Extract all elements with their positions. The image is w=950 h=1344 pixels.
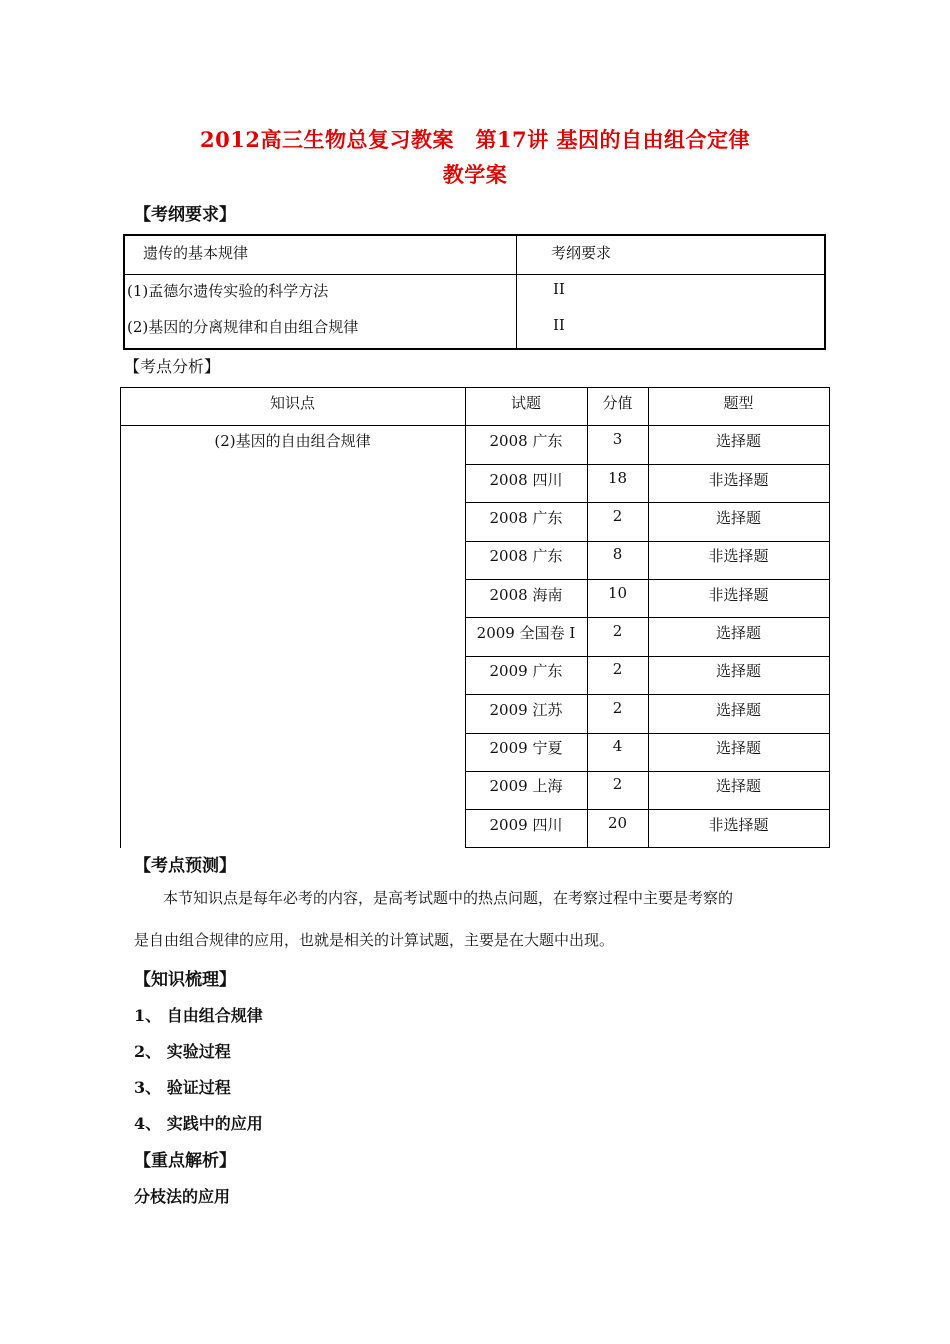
table-cell-score: 2 — [612, 699, 623, 717]
table-cell-exam: 2008 海南 — [489, 586, 563, 604]
forecast-paragraph-line2: 是自由组合规律的应用，也就是相关的计算试题，主要是在大题中出现。 — [134, 931, 615, 949]
analysis-header-exam: 试题 — [510, 394, 541, 412]
table-cell-exam: 2009 江苏 — [489, 701, 563, 719]
list-item: 2、 实验过程 — [134, 1042, 231, 1061]
table-cell-type: 选择题 — [715, 777, 761, 795]
table-cell-exam: 2009 宁夏 — [489, 739, 563, 757]
analysis-header-type: 题型 — [723, 394, 754, 412]
table-cell-score: 18 — [607, 469, 628, 487]
table-cell-exam: 2008 广东 — [489, 432, 563, 450]
table-cell-type: 选择题 — [715, 624, 761, 642]
forecast-paragraph-line1: 本节知识点是每年必考的内容，是高考试题中的热点问题，在考察过程中主要是考察的 — [163, 889, 734, 907]
table-cell-score: 8 — [612, 545, 623, 563]
table-cell-type: 非选择题 — [708, 547, 769, 565]
table-cell-exam: 2009 广东 — [489, 662, 563, 680]
table-cell-type: 选择题 — [715, 662, 761, 680]
section-heading-forecast: 【考点预测】 — [134, 856, 236, 876]
table-cell-score: 2 — [612, 507, 623, 525]
table-cell-score: 3 — [612, 430, 623, 448]
table-cell-type: 选择题 — [715, 432, 761, 450]
analysis-topic: (2)基因的自由组合规律 — [214, 432, 371, 450]
list-item: 3、 验证过程 — [134, 1078, 231, 1097]
table-cell-type: 选择题 — [715, 739, 761, 757]
section-heading-syllabus: 【考纲要求】 — [134, 205, 236, 225]
syllabus-row-item: (1)孟德尔遗传实验的科学方法 — [127, 282, 329, 300]
syllabus-row-level: II — [553, 280, 565, 298]
section-heading-knowledge: 【知识梳理】 — [134, 970, 236, 990]
table-cell-type: 非选择题 — [708, 471, 769, 489]
table-cell-type: 选择题 — [715, 509, 761, 527]
list-item: 1、 自由组合规律 — [134, 1006, 263, 1025]
table-cell-score: 10 — [607, 584, 628, 602]
analysis-header-score: 分值 — [602, 394, 633, 412]
section-heading-analysis: 【考点分析】 — [124, 357, 221, 376]
syllabus-row-level: II — [553, 316, 565, 334]
list-item: 4、 实践中的应用 — [134, 1114, 263, 1133]
page-title: 2012高三生物总复习教案 第17讲 基因的自由组合定律 — [200, 127, 750, 152]
table-cell-exam: 2009 四川 — [489, 816, 563, 834]
table-cell-type: 非选择题 — [708, 816, 769, 834]
key-point-subtitle: 分枝法的应用 — [134, 1187, 231, 1206]
table-cell-score: 20 — [607, 814, 628, 832]
table-cell-exam: 2009 上海 — [489, 777, 563, 795]
syllabus-header-level: 考纲要求 — [551, 244, 612, 262]
table-cell-exam: 2008 广东 — [489, 509, 563, 527]
syllabus-row-item: (2)基因的分离规律和自由组合规律 — [127, 318, 359, 336]
syllabus-header-item: 遗传的基本规律 — [143, 244, 249, 262]
table-cell-exam: 2009 全国卷 I — [476, 624, 576, 642]
table-cell-score: 2 — [612, 622, 623, 640]
table-cell-type: 非选择题 — [708, 586, 769, 604]
table-cell-score: 2 — [612, 660, 623, 678]
table-cell-type: 选择题 — [715, 701, 761, 719]
table-cell-exam: 2008 四川 — [489, 471, 563, 489]
table-cell-exam: 2008 广东 — [489, 547, 563, 565]
analysis-header-topic: 知识点 — [269, 394, 315, 412]
section-heading-key-points: 【重点解析】 — [134, 1151, 236, 1171]
table-cell-score: 4 — [612, 737, 623, 755]
page-subtitle: 教学案 — [442, 162, 508, 187]
table-cell-score: 2 — [612, 775, 623, 793]
syllabus-table — [123, 234, 826, 350]
